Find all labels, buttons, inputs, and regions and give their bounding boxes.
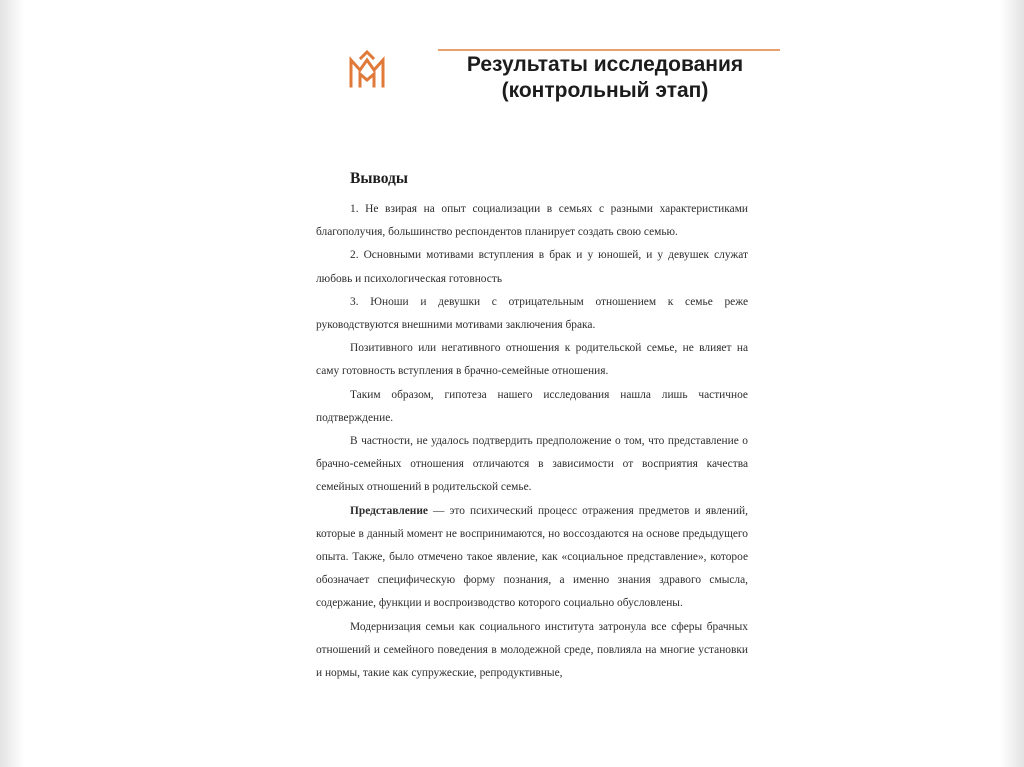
left-edge-shadow: [0, 0, 24, 767]
paragraph: 1. Не взирая на опыт социализации в семьях с разными характеристиками благополучия, большинство респондентов планирует создать свою семью.: [316, 203, 748, 239]
definition-text: — это психический процесс отражения предметов и явлений, которые в данный момент не воспринимаются, но воссоздаются на основе предыдущего опыта. Также, было отмечено такое явление, как «социальное представление», которое обозначает специфическую форму познания, а именно знания здравого смысла, содержание, функции и воспроизводство которого социально обусловлены.: [316, 504, 748, 610]
right-edge-shadow: [1000, 0, 1024, 767]
paragraph: Таким образом, гипотеза нашего исследования нашла лишь частичное подтверждение.: [316, 388, 748, 424]
paragraph: 2. Основными мотивами вступления в брак и у юношей, и у девушек служат любовь и психологическая готовность: [316, 249, 748, 285]
page-title: [420, 52, 790, 104]
title-accent-line: [438, 49, 780, 51]
title-line-1: Результаты исследования: [466, 53, 744, 76]
title-line-2: (контрольный этап): [501, 79, 709, 102]
document-body: [316, 168, 748, 685]
paragraph: 3. Юноши и девушки с отрицательным отношением к семье реже руководствуются внешними мотивами заключения брака.: [316, 295, 748, 332]
orange-monogram-logo-icon: [347, 48, 387, 90]
definition-term: Представление: [350, 504, 428, 517]
paragraph: В частности, не удалось подтвердить предположение о том, что представление о брачно-семейных отношения отличаются в зависимости от восприятия качества семейных отношений в родительской семье.: [316, 435, 748, 494]
definition-paragraph: [316, 500, 748, 616]
paragraph: Позитивного или негативного отношения к родительской семье, не влияет на саму готовность вступления в брачно-семейные отношения.: [316, 342, 748, 378]
paragraph: Модернизация семьи как социального института затронула все сферы брачных отношений и семейного поведения в молодежной среде, повлияла на многие установки и нормы, такие как супружеские, репродуктивные,: [316, 620, 748, 680]
section-heading: Выводы: [350, 170, 408, 187]
